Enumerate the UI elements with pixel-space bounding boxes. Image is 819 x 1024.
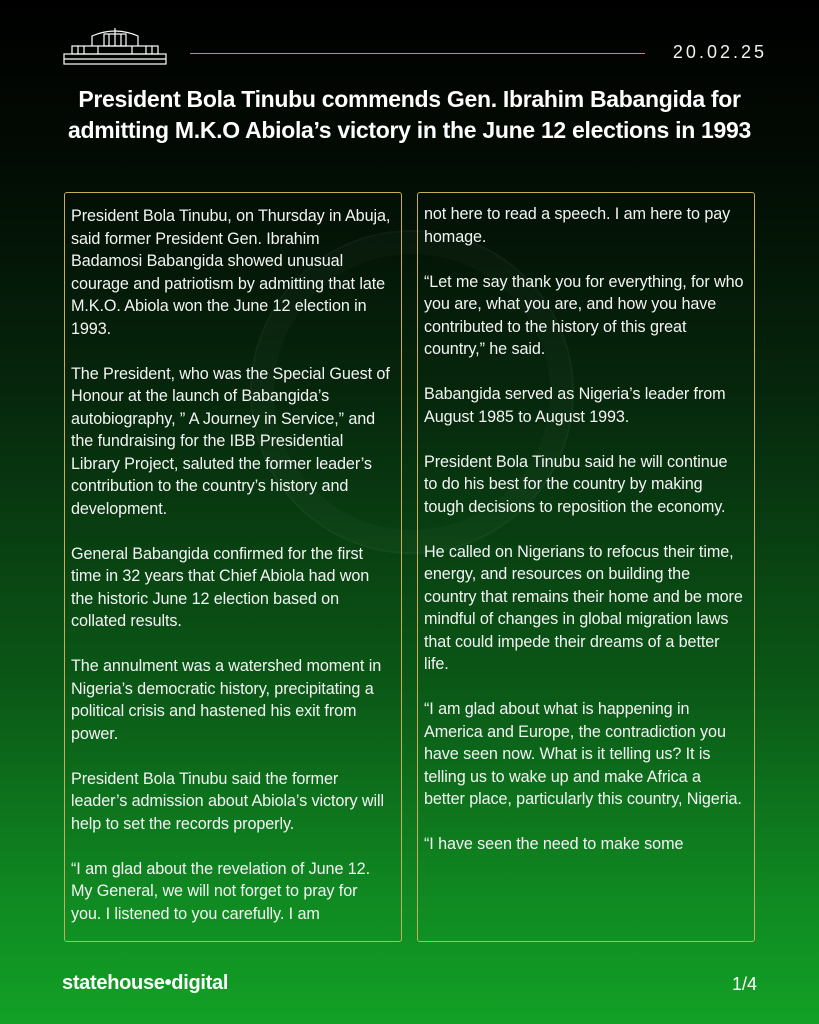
page-indicator: 1/4: [731, 974, 757, 994]
paragraph: General Babangida confirmed for the first time in 32 years that Chief Abiola had won the historic June 12 election based on collated results.: [71, 544, 370, 630]
paragraph: The President, who was the Special Guest of Honour at the launch of Babangida’s autobiography, ” A Journey in Service,” and the fundraising for the IBB Presidential Library Project, saluted the former leader’s contribution to the country’s history and development.: [71, 364, 390, 518]
paragraph: He called on Nigerians to refocus their time, energy, and resources on building the country that remains their home and be more mindful of changes in global migration laws that could impede their dreams of a better life.: [424, 542, 743, 673]
paragraph: “I am glad about what is happening in America and Europe, the contradiction you have seen now. What is it telling us? It is telling us to wake up and make Africa a better place, particularly this country, Nigeria.: [424, 700, 742, 808]
state-house-building-logo: [62, 28, 168, 68]
paragraph: not here to read a speech. I am here to pay homage.: [424, 205, 731, 246]
paragraph: President Bola Tinubu, on Thursday in Abuja, said former President Gen. Ibrahim Badamosi Babangida showed unusual courage and patriotism by admitting that late M.K.O. Abiola won the June 12 election in 1993.: [71, 207, 391, 338]
paragraph: President Bola Tinubu said the former leader’s admission about Abiola’s victory will help to set the records properly.: [71, 769, 385, 833]
paragraph: “Let me say thank you for everything, for who you are, what you are, and how you have contributed to the history of this great country,” he said.: [424, 272, 744, 358]
post-date: 20.02.25: [672, 42, 767, 62]
header-divider: [190, 53, 645, 54]
paragraph: “I have seen the need to make some: [424, 835, 684, 853]
paragraph: “I am glad about the revelation of June 12. My General, we will not forget to pray for you. I listened to you carefully. I am: [71, 859, 370, 923]
paragraph: Babangida served as Nigeria’s leader from August 1985 to August 1993.: [424, 385, 726, 426]
brand-wordmark: statehouse•digital: [62, 972, 229, 994]
left-column: [64, 192, 402, 942]
right-column: [417, 192, 755, 942]
paragraph: The annulment was a watershed moment in Nigeria’s democratic history, precipitating a political crisis and hastened his exit from power.: [71, 657, 382, 743]
headline: President Bola Tinubu commends Gen. Ibrahim Babangida for admitting M.K.O Abiola’s victory in the June 12 elections in 1993: [67, 86, 752, 143]
paragraph: President Bola Tinubu said he will continue to do his best for the country by making tough decisions to reposition the economy.: [424, 452, 728, 516]
